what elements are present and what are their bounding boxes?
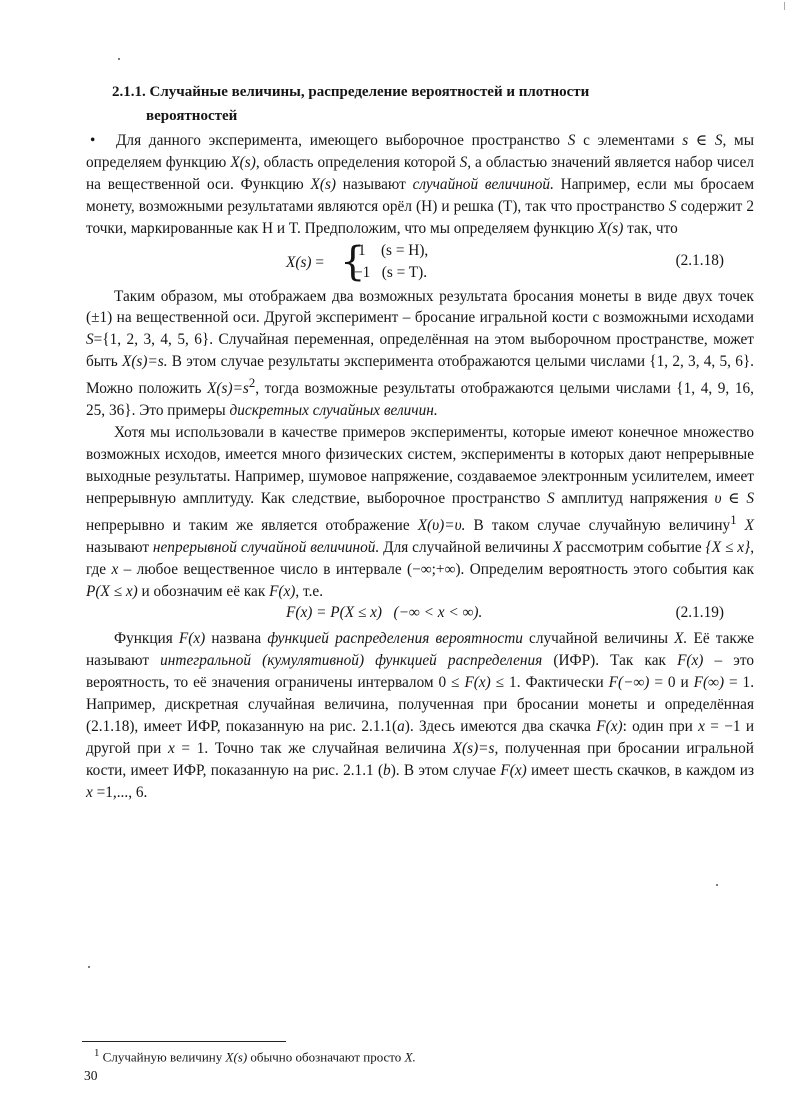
section-title-line2: вероятностей	[146, 108, 238, 124]
paragraph-3: Хотя мы использовали в качестве примеров эксперименты, которые имеют конечное множество возможных исходов, имеется много физических систем, эксперименты в которых дают непрерывные выходные результаты. Например, шумовое напряжение, создаваемое электронным усилителем, имеет непрерывную амплитуду. Как следствие, выборочное пространство S амплитуд напряжения υ ∈ S непрерывно и таким же является отображение X(υ)=υ. В таком случае случайную величину$^1$ X называют непрерывной случайной величиной. Для случайной величины X рассмотрим событие {X ≤ x}, где x – любое вещественное число в интервале (−∞;+∞). Определим вероятность этого события как P(X ≤ x) и обозначим её как F(x), т.е.	[86, 424, 755, 600]
scan-mark	[784, 2, 785, 10]
page-number: 30	[84, 1068, 98, 1083]
body-text	[86, 130, 754, 804]
paragraph-1: • Для данного эксперимента, имеющего выборочное пространство S с элементами s ∈ S, мы определяем функцию X(s), область определения которой S, а областью значений является набор чисел на вещественной оси. Функцию X(s) называют случайной величиной. Например, если мы бросаем монету, возможными результатами являются орёл (H) и решка (T), так что пространство S содержит 2 точки, маркированные как H и T. Предположим, что мы определяем функцию X(s) так, что	[86, 132, 755, 237]
equation-number: (2.1.18)	[675, 251, 724, 269]
footnote-divider	[82, 1041, 286, 1042]
emphasis-term: непрерывной случайной величиной.	[152, 538, 380, 556]
emphasis-term: случайной величиной.	[412, 175, 554, 193]
scan-speck	[118, 58, 120, 60]
equation-case-1: 1 (s = H),	[358, 241, 429, 259]
equation-number: (2.1.19)	[675, 604, 724, 622]
section-title-line1: 2.1.1. Случайные величины, распределение вероятностей и плотности	[112, 84, 590, 100]
equation-lhs: X(s) =	[286, 253, 324, 271]
scan-speck	[716, 884, 718, 886]
emphasis-term: функцией распределения вероятности	[267, 630, 523, 648]
equation-case-2: −1 (s = T).	[354, 263, 428, 281]
scan-speck	[88, 966, 90, 968]
footnote-mark: 1	[94, 1047, 100, 1059]
footnote-reference: 1	[730, 512, 737, 527]
brace-symbol: {	[340, 238, 366, 285]
equation-2-1-19	[86, 602, 754, 628]
section-heading	[112, 80, 712, 128]
paragraph-2: Таким образом, мы отображаем два возможных результата бросания монеты в виде двух точек (±1) на вещественной оси. Другой эксперимент – бросание игральной кости с возможными исходами S={1, 2, 3, 4, 5, 6}. Случайная переменная, определённая на этом выборочном пространстве, может быть X(s)=s. В этом случае результаты эксперимента отображаются целыми числами {1, 2, 3, 4, 5, 6}. Можно положить $X(s)=s^2$, тогда возможные результаты отображаются целыми числами {1, 4, 9, 16, 25, 36}. Это примеры дискретных случайных величин.	[86, 287, 755, 420]
bullet-mark: •	[90, 132, 96, 149]
paragraph-4: Функция F(x) названа функцией распределения вероятности случайной величины X. Её также называют интегральной (кумулятивной) функцией распределения (ИФР). Так как F(x) – это вероятность, то её значения ограничены интервалом 0 ≤ F(x) ≤ 1. Фактически F(−∞) = 0 и F(∞) = 1. Например, дискретная случайная величина, полученная при бросании монеты и определённая (2.1.18), имеет ИФР, показанную на рис. 2.1.1(a). Здесь имеются два скачка F(x): один при x = −1 и другой при x = 1. Точно так же случайная величина X(s)=s, полученная при бросании игральной кости, имеет ИФР, показанную на рис. 2.1.1 (b). В этом случае F(x) имеет шесть скачков, в каждом из x =1,..., 6.	[86, 630, 755, 801]
emphasis-term: дискретных случайных величин.	[229, 402, 438, 420]
footnote: $^1$ Случайную величину X(s) обычно обозначают просто X.	[94, 1047, 416, 1065]
equation-2-1-18	[86, 240, 754, 286]
equation-expression: F(x) = P(X ≤ x) (−∞ < x < ∞).	[286, 604, 483, 622]
emphasis-term: интегральной (кумулятивной) функцией распределения	[160, 652, 543, 670]
